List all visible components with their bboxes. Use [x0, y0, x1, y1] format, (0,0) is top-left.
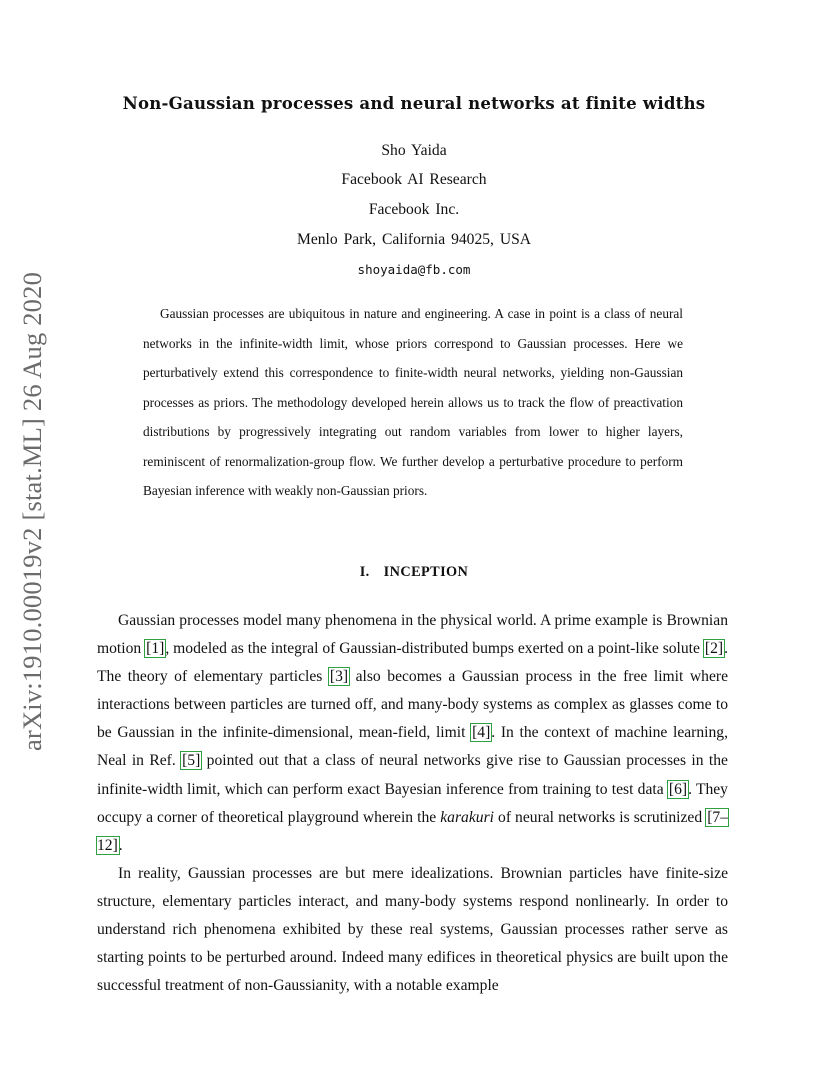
author-affiliation-2: Facebook Inc. — [368, 201, 460, 218]
section-title: INCEPTION — [383, 564, 469, 580]
body-paragraph-2: In reality, Gaussian processes are but mere idealizations. Brownian particles have finite-size structure, elementary particles interact, and many-body systems respond nonlinearly. In order to understand rich phenomena exhibited by these real systems, Gaussian processes rather serve as starting points to be perturbed around. Indeed many edifices in theoretical physics are built upon the successful treatment of non-Gaussianity, with a notable example — [97, 865, 728, 995]
paragraph-text: . In the context of machine learning, Neal in Ref. — [97, 724, 729, 770]
author-name: Sho Yaida — [381, 142, 447, 159]
section-heading — [0, 564, 828, 581]
paragraph-text: . The theory of elementary particles — [97, 640, 728, 686]
section-number: I. — [359, 564, 370, 580]
citation-link[interactable]: [4] — [472, 724, 491, 742]
emphasized-term: karakuri — [440, 808, 494, 826]
citation-link[interactable]: [6] — [668, 780, 688, 798]
arxiv-identifier-stamp — [13, 271, 53, 751]
citation-link[interactable]: [3] — [329, 668, 349, 686]
citation-link[interactable]: [7–12] — [97, 808, 728, 854]
citation-link[interactable]: [1] — [146, 640, 165, 658]
paragraph-text: Gaussian processes model many phenomena in the physical world. A prime example is Brownian motion — [97, 612, 728, 658]
author-address: Menlo Park, California 94025, USA — [296, 231, 532, 248]
paragraph-text: . — [118, 836, 123, 854]
abstract: Gaussian processes are ubiquitous in nature and engineering. A case in point is a class of neural networks in the infinite-width limit, whose priors correspond to Gaussian processes. Here we perturbatively extend this correspondence to finite-width neural networks, yielding non-Gaussian processes as priors. The methodology developed herein allows us to track the flow of preactivation distributions by progressively integrating out random variables from lower to higher layers, reminiscent of renormalization-group flow. We further develop a perturbative procedure to perform Bayesian inference with weakly non-Gaussian priors. — [143, 306, 683, 498]
author-affiliation-1: Facebook AI Research — [341, 171, 487, 188]
paper-title: Non-Gaussian processes and neural networks at finite widths — [122, 93, 706, 113]
body-paragraph-1 — [97, 607, 728, 860]
paragraph-text: . They occupy a corner of theoretical playground wherein the — [97, 780, 728, 826]
citation-link[interactable]: [5] — [182, 752, 201, 770]
paragraph-text: of neural networks is scrutinized — [493, 808, 707, 826]
paragraph-text: , modeled as the integral of Gaussian-distributed bumps exerted on a point-like solute — [165, 640, 704, 658]
paragraph-text: pointed out that a class of neural networks give rise to Gaussian processes in the infinite-width limit, which can perform exact Bayesian inference from training to test data — [97, 752, 728, 798]
paragraph-text: also becomes a Gaussian process in the free limit where interactions between particles are turned off, and many-body systems as complex as glasses come to be Gaussian in the infinite-dimensional, mean-field, limit — [97, 668, 728, 742]
arxiv-stamp-text: arXiv:1910.00019v2 [stat.ML] 26 Aug 2020 — [17, 271, 48, 751]
citation-link[interactable]: [2] — [704, 640, 724, 658]
author-email: shoyaida@fb.com — [357, 262, 471, 277]
